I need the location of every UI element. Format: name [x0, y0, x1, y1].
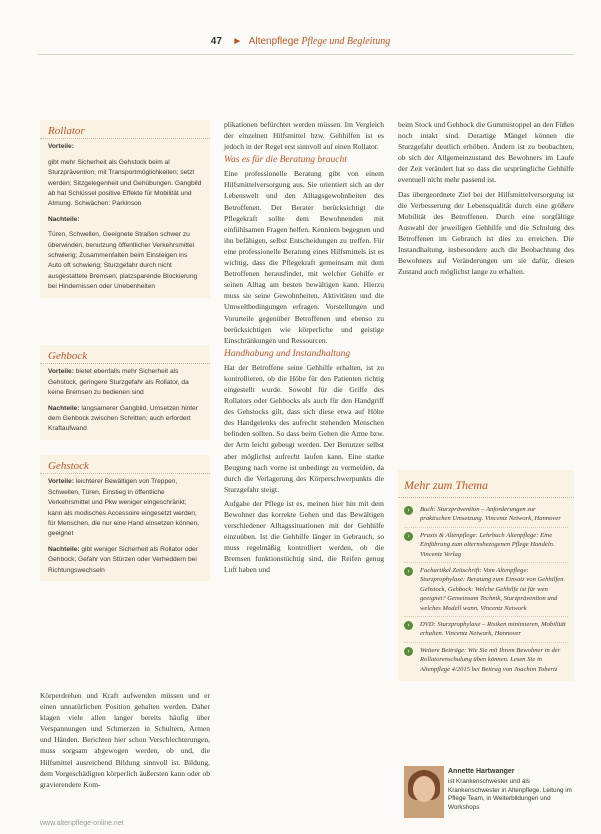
- rollator-contra-label: Nachteile:: [48, 215, 80, 223]
- arrow-right-icon: ›: [404, 532, 413, 541]
- rollator-box: [40, 120, 210, 298]
- list-item-text: Weitere Beiträge: Wie Sie mit Ihrem Bewohner in der Rollatorenschulung üben können. Lesen Sie in Altenpflege 4/2015 bei Beitrag von Joachim Tobertz: [420, 646, 561, 673]
- heading-beratung: Was es für die Beratung braucht: [224, 155, 347, 166]
- arrow-right-icon: ›: [404, 647, 413, 656]
- gehstock-box: [40, 455, 210, 581]
- list-item: [404, 643, 568, 677]
- author-description: ist Krankenschwester und als Krankenschwester in Altenpflege. Leitung im Pflege Team, in Weiterbildungen und Workshops: [448, 778, 572, 811]
- rollator-pro-text: gibt mehr Sicherheit als Gehstock beim al Sturzprävention; mit Transportmöglichkeiten; setzt werden; Sitzgelegenheit und Gehübungen. Gangbild ab hat Schlüssel positive Effekte für Mobilität und Atmung. Schwächen: Parkinson: [48, 158, 202, 208]
- header-rule: [38, 54, 574, 55]
- column2-para2: Hat der Betroffene seine Gehhilfe erhalten, ist zu kontrollieren, ob die Höhe für den Patienten richtig eingestellt wurde. Sowohl für die Griffe des Rollators oder Gehbocks als auch für den Handgriff des Gehstocks gilt, dass sich diese etwa auf Höhe des Handgelenks des aufrecht stehenden Menschen befinden sollten. So dass beim Gehen die Arme bzw. der Arm leicht gebeugt werden. Der Benutzer selbst aber möglichst aufrecht laufen kann. Eine starke Beugung nach vorne ist unbedingt zu vermeiden, da durch die Verlagerung des Körperschwerpunkts die Sturzgefahr steigt.: [224, 362, 384, 494]
- page-number: 47: [210, 36, 222, 47]
- rollator-contra-text: Türen, Schwellen, Geeignete Straßen schwer zu überwinden, benutzung öffentlicher Verkehrsmittel schwierig; Zusammenfalten beim Einsteigen ins Auto oft schwierig; Sturzgefahr durch nicht ausgestattete Bremsen; platzsparende Blockierung bei Hindernissen oder Unebenheiten: [48, 231, 198, 291]
- list-item-text: Fachartikel Zeitschrift: Vom Altenpflege: Sturzprophylaxe: Beratung zum Einsatz von Gehhilfen. Gehstock, Gehbock: Welche Gehhilfe ist für wen geeignet? Gemeinsam Technik, Sturzprävention und welches Modell wann. Vincentz Network: [420, 567, 566, 612]
- gehbock-contra-label: Nachteile:: [48, 404, 80, 412]
- author-block: [404, 766, 574, 820]
- column1-paragraph: Körperdrehen und Kraft aufwenden müssen und er einen unnatürlichen Position gehalten werden. Daher klagen viele allen langer bereits häufig über Verspannungen und Schmerzen in Schultern, Armen und Händen. Berichten hier schon Verschlechterungen, muss sorgsam abgewogen werden, ob und, die Hilfsmittel ausreichend Bildung sinnvoll ist. Bildung, dem Vorgeschädigten körperlich äußersten kann oder ob gravierendere Kom-: [40, 691, 210, 789]
- list-item-text: DVD: Sturzprophylaxe – Risiken minimieren, Mobilität erhalten. Vincentz Network, Hannover: [420, 621, 566, 638]
- gehbock-pro-text: bietet ebenfalls mehr Sicherheit als Gehstock, geringere Sturzgefahr als Rollator, da keine Bremsen zu bedienen sind: [48, 368, 189, 397]
- rollator-title: Rollator: [40, 120, 210, 139]
- column2-para1: Eine professionelle Beratung gibt von einem Hilfsmittelversorgung aus. Sie orientiert sich an der Lebenswelt und den Alltagsgewohnheiten des Betroffenen. Der Berater berücksichtigt die Pflegekraft sollte dem Bewohnenden mit einfühlsamen Fragen helfen. Kennlern begegnen und ihn befähigen, selbst Entscheidungen zu treffen. Für eine professionelle Beratung eines Hilfsmittels ist es wichtig, dass die Pflegekraft gemeinsam mit dem Betroffenen herausfindet, mit welcher Gehilfe er seinen Alltag am besten bewältigen kann. Hierzu muss sie seine Gewohnheiten, Aktivitäten und die Umweltbedingungen erfragen. Vorstellungen und Vorurteile gegenüber Betroffenen und ebenso zu berücksichtigen wie körperliche und geistige Einschränkungen und Ressourcen.: [224, 169, 384, 345]
- gehbock-pro-label: Vorteile:: [48, 368, 74, 376]
- list-item: [404, 617, 568, 643]
- footer-url: www.altenpflege-online.net: [40, 820, 124, 827]
- header-subtitle: Pflege und Begleitung: [301, 36, 391, 47]
- list-item: [404, 502, 568, 528]
- column2-para3: Aufgabe der Pflege ist es, meinen hier hin mit dem Bewohner das korrekte Gehen und das Bewältigen verschiedener Alltagssituationen mit der Gehhilfe einzuüben. Ist die Gehhilfe länger in Gebrauch, so muss regelmäßig kontrolliert werden, ob die Bremsen funktionstüchtig sind, die Reifen genug Luft haben und: [224, 498, 384, 575]
- more-on-topic-list: [398, 498, 574, 681]
- list-item-text: Buch: Sturzprävention – Anforderungen zur praktischen Umsetzung. Vincentz Network, Hannover: [420, 506, 561, 523]
- list-item: [404, 528, 568, 563]
- column2-intro: plikationen befürchtet werden müssen. Im Vergleich der einzelnen Hilfsmittel bzw. Gehhilfen ist es jedoch in der Regel erst sinnvoll auf einen Rollator.: [224, 120, 384, 152]
- gehstock-pro-label: Vorteile:: [48, 478, 74, 486]
- column3-para2: Das übergeordnete Ziel bei der Hilfsmittelversorgung ist die Verbesserung der Lebensqualität durch eine größere Mobilität des Betroffenen. Durch eine sorgfältige Auswahl der jeweiligen Gehhilfe und die Schulung des Betroffenen im Gebrauch ist dies zu erreichen. Die Instandhaltung, insbesondere auch die Beobachtung des Bewohners auf Veränderungen um sie dafür, diesen Zustand auch möglichst lange zu erhalten.: [398, 189, 574, 277]
- rollator-pro-label: Vorteile:: [48, 143, 74, 151]
- arrow-right-icon: ›: [404, 506, 413, 515]
- column2: [224, 119, 384, 579]
- header-section: Altenpflege: [248, 36, 299, 47]
- column1-text: [40, 690, 210, 793]
- page-header: [0, 36, 601, 47]
- gehstock-pro-text: leichterer Bewältigen von Treppen, Schwellen, Türen, Einstieg in öffentliche Verkehrsmittel und Pkw weniger eingeschränkt; kann als modisches Accessoire eingesetzt werden; für Menschen, die nur eine Hand einsetzen können, geeignet: [48, 478, 200, 538]
- more-on-topic-title: Mehr zum Thema: [398, 470, 574, 498]
- gehbock-contra-text: langsamerer Gangbild, Umsetzen hinter dem Gehbock zwischen Schritten; auch erfordert Kraftaufwand: [48, 404, 198, 433]
- gehstock-contra-text: gibt weniger Sicherheit als Rollator oder Gehbock; Gefahr von Stürzen oder Verheddern bei Richtungswechseln: [48, 545, 198, 574]
- gehstock-contra-label: Nachteile:: [48, 545, 80, 553]
- list-item: [404, 563, 568, 617]
- more-on-topic-box: [398, 470, 574, 681]
- author-name: Annette Hartwanger: [448, 768, 515, 775]
- column3: [398, 119, 574, 280]
- author-photo: [404, 766, 444, 818]
- header-arrow-icon: ►: [232, 36, 243, 47]
- list-item-text: Praxis & Altenpflege: Lehrbuch Altenpflege: Eine Einführung zum alternsbezogenen Pflege Handeln. Vincentz Verlag: [420, 531, 555, 558]
- arrow-right-icon: ›: [404, 567, 413, 576]
- heading-handhabung: Handhabung und Instandhaltung: [224, 348, 351, 359]
- gehstock-title: Gehstock: [40, 455, 210, 474]
- gehbock-title: Gehbock: [40, 345, 210, 364]
- column3-para1: beim Stock und Gehbock die Gummistoppel an den Füßen noch intakt sind. Derartige Mängel können die Sturzgefahr deutlich erhöhen. Ändern ist zu beobachten, ob sich der Allgemeinzustand des Bewohners im Laufe der Zeit verändert hat so dass die ursprüngliche Gehhilfe eventuell nicht mehr passend ist.: [398, 120, 574, 185]
- arrow-right-icon: ›: [404, 621, 413, 630]
- gehbock-box: [40, 345, 210, 440]
